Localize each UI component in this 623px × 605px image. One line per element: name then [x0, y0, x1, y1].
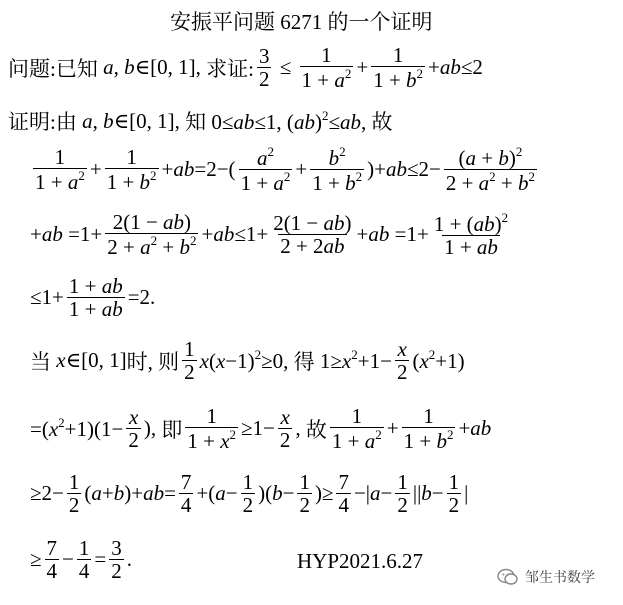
when-word: 当 [30, 349, 51, 374]
page-title: 安振平问题 6271 的一个证明 [170, 10, 433, 34]
lemma-result: $=(x^2+1)(1-$ $\frac{x}{2}$ ), 即 $\frac{1}{1 + x^2}$ ≥1− $\frac{x}{2}$ , 故 $\frac{1}{1 + a^2}$ + $\frac{1}{1 + b^2}$ +ab [30, 404, 492, 454]
then-word: 时, 则 [126, 349, 180, 374]
problem-label: 问题:已知 [8, 56, 98, 81]
watermark [497, 567, 595, 587]
watermark-text: 邹生书数学 [525, 570, 595, 586]
wechat-icon [497, 568, 519, 586]
prove-label: 求证: [206, 56, 254, 81]
lower-bound-result: ≥ $\frac{7}{4}$ − $\frac{1}{4}$ = $\frac{3}{2}$ . [30, 536, 132, 584]
lower-bound-step: ≥2− $\frac{1}{2}$ (a+b)+ab= $\frac{7}{4}$ +(a− $\frac{1}{2}$ )(b− $\frac{1}{2}$ )≥ $\frac{7}{4}$ −|a− $\frac{1}{2}$ ||b− $\frac{1}{2}$ | [30, 470, 469, 518]
proof-step-1: $\frac{1}{1 + a^2}$ + $\frac{1}{1 + b^2}$ +ab=2−( $\frac{a^2}{1 + a^2}$ + $\frac{b^2}{1 + b^2}$ )+ab≤2− $\frac{(a + b)^2}{2 + a^2 + b^2}$ [35, 144, 535, 196]
proof-label: 证明:由 [8, 110, 77, 134]
therefore-word-1: 故 [371, 110, 393, 134]
lemma-line: 当 x∈[0, 1] 时, 则 $\frac{1}{2}$ $x(x-1)^2\ge 0$, 得 $1\ge x^2+1-$ $\frac{x}{2}$ $(x^2+1)$ [30, 337, 465, 385]
namely-word: 即 [161, 417, 183, 442]
therefore-word-2: 故 [305, 417, 327, 442]
get-word: 得 [293, 349, 315, 374]
problem-statement: 问题:已知 a, b∈[0, 1], 求证: $\frac{3}{2}$ ≤ $\frac{1}{1 + a^2}$ + $\frac{1}{1 + b^2}$ +ab≤2 [8, 43, 483, 93]
proof-step-2: +ab =1+ $\frac{2(1 - ab)}{2 + a^2 + b^2}$ +ab≤1+ $\frac{2(1 - ab)}{2 + 2ab}$ +ab =1+ $\frac{1 + (ab)^2}{1 + ab}$ [30, 210, 509, 260]
proof-start: 证明:由 a, b∈[0, 1], 知 0≤ab≤1, (ab)$^2$≤ab, 故 [8, 107, 393, 134]
proof-step-3: ≤1+ $\frac{1 + ab}{1 + ab}$ =2. [30, 274, 156, 322]
signature: HYP2021.6.27 [297, 549, 424, 573]
know-word: 知 [185, 110, 207, 134]
